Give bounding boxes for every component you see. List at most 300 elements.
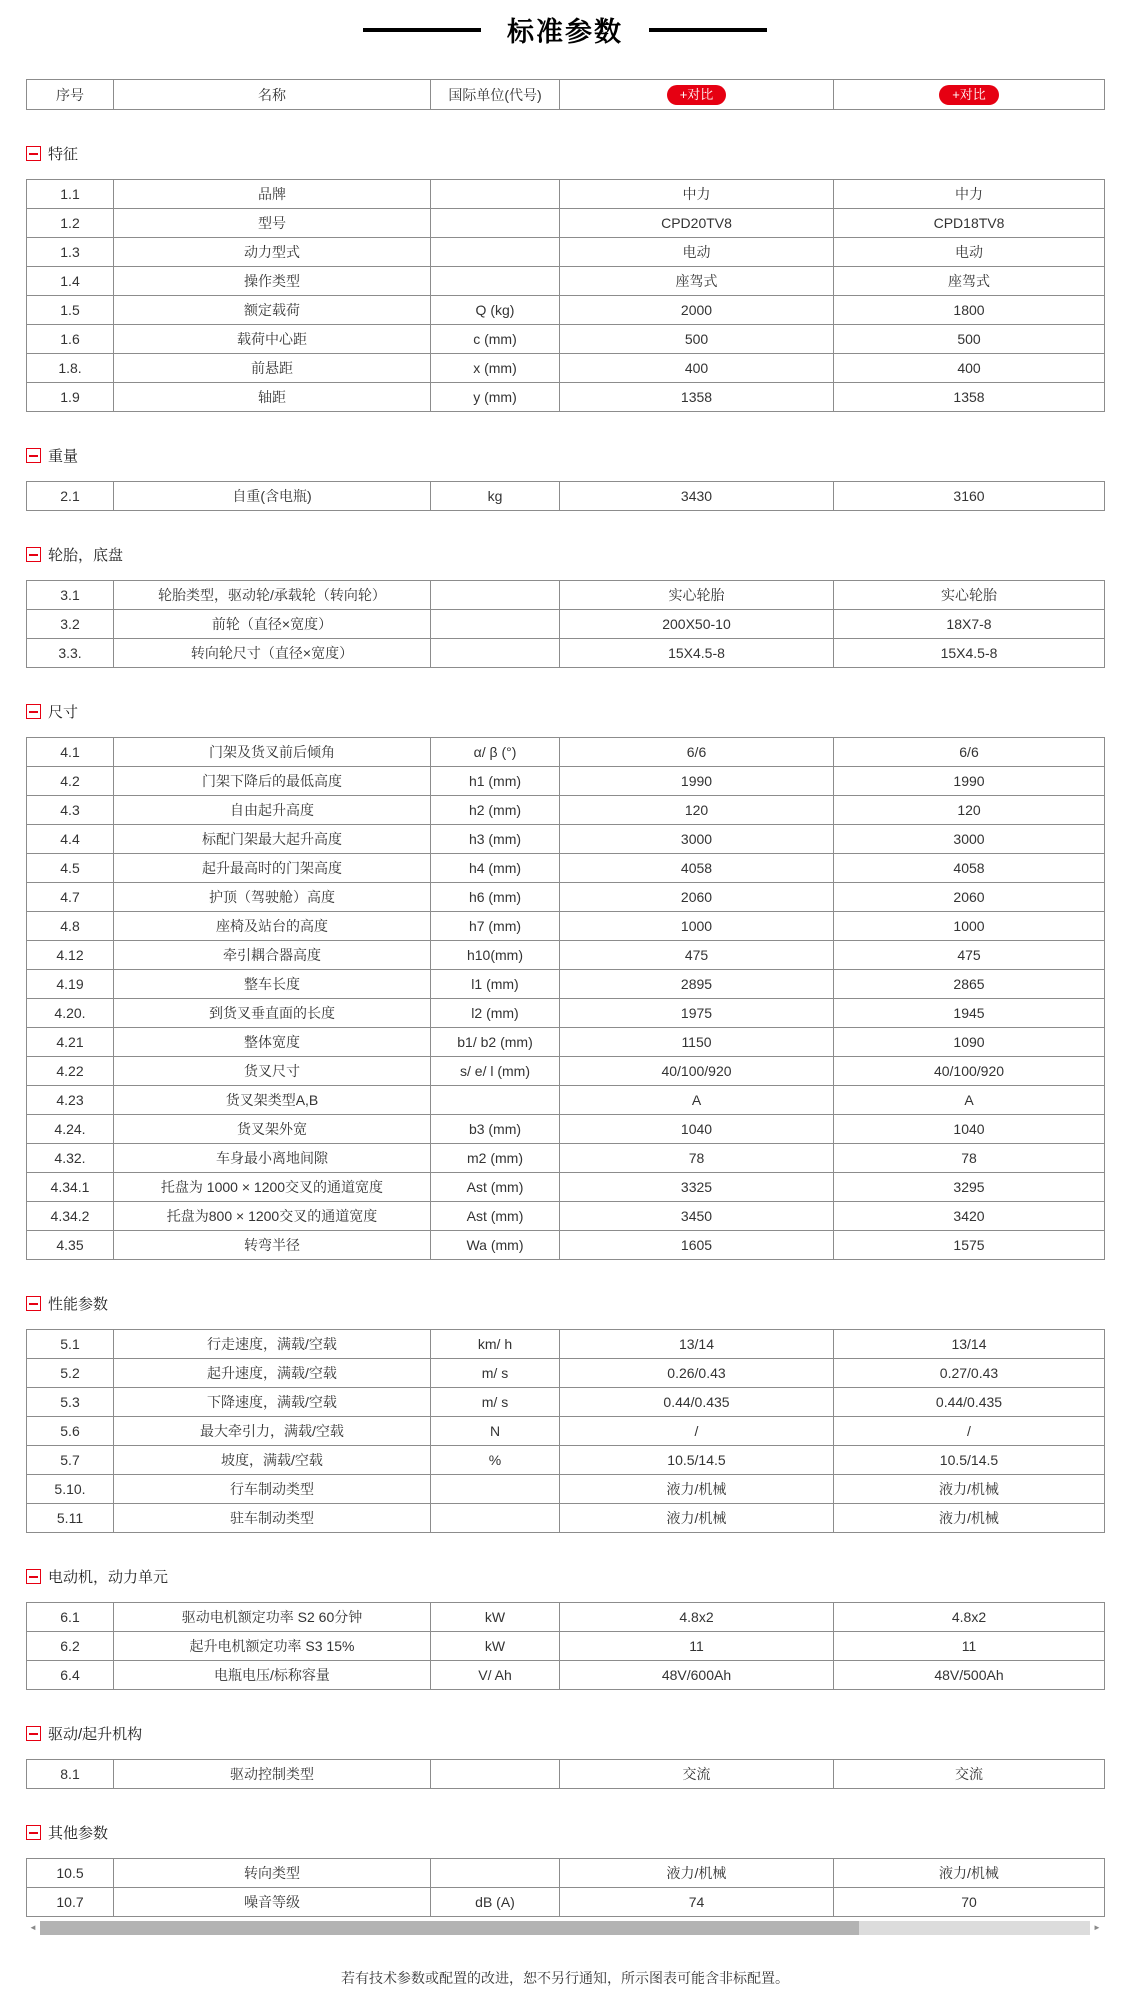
page-header	[0, 10, 1130, 49]
row-value-1: 2000	[560, 296, 834, 325]
row-no: 10.5	[27, 1859, 114, 1888]
section-head	[26, 445, 1130, 466]
section-table	[26, 1858, 1105, 1917]
row-no: 6.2	[27, 1632, 114, 1661]
row-name: 最大牵引力，满载/空载	[114, 1417, 431, 1446]
table-row	[27, 1475, 1105, 1504]
row-value-1: 15X4.5-8	[560, 639, 834, 668]
row-value-1: 13/14	[560, 1330, 834, 1359]
table-row	[27, 296, 1105, 325]
row-name: 起升最高时的门架高度	[114, 854, 431, 883]
row-value-1: 电动	[560, 238, 834, 267]
row-value-1: 3450	[560, 1202, 834, 1231]
row-name: 门架下降后的最低高度	[114, 767, 431, 796]
section-label: 性能参数	[48, 1296, 109, 1313]
table-row	[27, 1888, 1105, 1917]
table-row	[27, 1330, 1105, 1359]
row-value-1: 2895	[560, 970, 834, 999]
row-value-1: 2060	[560, 883, 834, 912]
table-row	[27, 970, 1105, 999]
row-value-2: 3295	[834, 1173, 1105, 1202]
scroll-right-icon[interactable]: ►	[1093, 1923, 1101, 1932]
row-unit: h7 (mm)	[431, 912, 560, 941]
row-value-2: 液力/机械	[834, 1859, 1105, 1888]
row-value-2: 中力	[834, 180, 1105, 209]
table-row	[27, 1388, 1105, 1417]
collapse-minus-icon[interactable]	[26, 1726, 41, 1741]
row-name: 载荷中心距	[114, 325, 431, 354]
table-row	[27, 1202, 1105, 1231]
collapse-minus-icon[interactable]	[26, 1825, 41, 1840]
row-value-1: 74	[560, 1888, 834, 1917]
section-label: 电动机，动力单元	[48, 1569, 169, 1586]
row-value-1: 1040	[560, 1115, 834, 1144]
row-value-2: 2060	[834, 883, 1105, 912]
section-label: 特征	[48, 146, 79, 163]
table-row	[27, 1359, 1105, 1388]
row-name: 座椅及站台的高度	[114, 912, 431, 941]
row-unit	[431, 1504, 560, 1533]
row-no: 6.1	[27, 1603, 114, 1632]
section-table	[26, 481, 1105, 511]
row-no: 6.4	[27, 1661, 114, 1690]
row-value-1: 3430	[560, 482, 834, 511]
section-head	[26, 1566, 1130, 1587]
row-value-2: 13/14	[834, 1330, 1105, 1359]
row-no: 4.12	[27, 941, 114, 970]
row-value-1: 1990	[560, 767, 834, 796]
row-unit: Ast (mm)	[431, 1202, 560, 1231]
row-value-2: 3000	[834, 825, 1105, 854]
row-unit: kW	[431, 1632, 560, 1661]
row-value-2: 2865	[834, 970, 1105, 999]
row-unit	[431, 180, 560, 209]
row-value-2: 10.5/14.5	[834, 1446, 1105, 1475]
row-name: 下降速度，满载/空载	[114, 1388, 431, 1417]
table-row	[27, 1057, 1105, 1086]
row-value-2: 4058	[834, 854, 1105, 883]
row-no: 4.21	[27, 1028, 114, 1057]
row-name: 行走速度，满载/空载	[114, 1330, 431, 1359]
row-unit: y (mm)	[431, 383, 560, 412]
row-name: 起升速度，满载/空载	[114, 1359, 431, 1388]
row-name: 前轮（直径×宽度）	[114, 610, 431, 639]
table-row	[27, 1632, 1105, 1661]
row-value-1: 120	[560, 796, 834, 825]
row-no: 4.8	[27, 912, 114, 941]
section-table	[26, 737, 1105, 1260]
header-compare-cell-1	[560, 80, 834, 110]
row-value-2: 1358	[834, 383, 1105, 412]
table-row	[27, 1661, 1105, 1690]
table-row	[27, 999, 1105, 1028]
row-unit: l1 (mm)	[431, 970, 560, 999]
row-unit: h4 (mm)	[431, 854, 560, 883]
row-unit	[431, 610, 560, 639]
row-no: 4.3	[27, 796, 114, 825]
row-no: 1.1	[27, 180, 114, 209]
table-row	[27, 738, 1105, 767]
section-head	[26, 1723, 1130, 1744]
row-no: 4.2	[27, 767, 114, 796]
row-name: 整体宽度	[114, 1028, 431, 1057]
row-value-1: 0.26/0.43	[560, 1359, 834, 1388]
section-head	[26, 544, 1130, 565]
row-no: 5.11	[27, 1504, 114, 1533]
row-value-2: 实心轮胎	[834, 581, 1105, 610]
table-row	[27, 1173, 1105, 1202]
row-value-1: 液力/机械	[560, 1504, 834, 1533]
row-name: 操作类型	[114, 267, 431, 296]
row-unit: %	[431, 1446, 560, 1475]
row-name: 坡度，满载/空载	[114, 1446, 431, 1475]
table-row	[27, 238, 1105, 267]
table-row	[27, 1504, 1105, 1533]
header-col-name: 名称	[114, 80, 431, 110]
section-head	[26, 701, 1130, 722]
table-row	[27, 912, 1105, 941]
row-name: 货叉架外宽	[114, 1115, 431, 1144]
row-value-2: 6/6	[834, 738, 1105, 767]
table-row	[27, 267, 1105, 296]
row-value-1: 200X50-10	[560, 610, 834, 639]
table-row	[27, 482, 1105, 511]
row-value-1: A	[560, 1086, 834, 1115]
row-value-2: 48V/500Ah	[834, 1661, 1105, 1690]
table-row	[27, 639, 1105, 668]
row-no: 3.2	[27, 610, 114, 639]
table-row	[27, 941, 1105, 970]
section-table	[26, 580, 1105, 668]
row-value-2: 1000	[834, 912, 1105, 941]
row-unit: c (mm)	[431, 325, 560, 354]
spec-section	[0, 1723, 1130, 1789]
row-unit: kg	[431, 482, 560, 511]
section-table	[26, 1602, 1105, 1690]
compare-button-1[interactable]: +对比	[667, 85, 727, 105]
row-value-1: 1975	[560, 999, 834, 1028]
row-unit: s/ e/ l (mm)	[431, 1057, 560, 1086]
row-value-2: 40/100/920	[834, 1057, 1105, 1086]
row-unit: m/ s	[431, 1388, 560, 1417]
header-row	[27, 80, 1105, 110]
spec-section	[0, 1566, 1130, 1690]
section-label: 重量	[48, 448, 79, 465]
row-name: 驱动电机额定功率 S2 60分钟	[114, 1603, 431, 1632]
row-no: 1.2	[27, 209, 114, 238]
row-value-2: 1945	[834, 999, 1105, 1028]
row-unit: kW	[431, 1603, 560, 1632]
scrollbar-thumb[interactable]	[40, 1921, 859, 1935]
row-value-2: 0.44/0.435	[834, 1388, 1105, 1417]
row-value-1: 3325	[560, 1173, 834, 1202]
table-row	[27, 1144, 1105, 1173]
row-no: 10.7	[27, 1888, 114, 1917]
table-row	[27, 767, 1105, 796]
row-no: 4.23	[27, 1086, 114, 1115]
table-row	[27, 825, 1105, 854]
table-row	[27, 1115, 1105, 1144]
collapse-minus-icon[interactable]	[26, 704, 41, 719]
row-value-1: 1358	[560, 383, 834, 412]
row-name: 托盘为800 × 1200交叉的通道宽度	[114, 1202, 431, 1231]
row-value-1: 4058	[560, 854, 834, 883]
row-name: 驻车制动类型	[114, 1504, 431, 1533]
table-row	[27, 610, 1105, 639]
row-value-1: 座驾式	[560, 267, 834, 296]
row-value-2: 1800	[834, 296, 1105, 325]
row-no: 5.1	[27, 1330, 114, 1359]
row-name: 轴距	[114, 383, 431, 412]
footer-note: 若有技术参数或配置的改进，恕不另行通知，所示图表可能含非标配置。	[341, 1970, 789, 1986]
row-value-1: 交流	[560, 1760, 834, 1789]
row-value-2: 78	[834, 1144, 1105, 1173]
row-no: 2.1	[27, 482, 114, 511]
table-row	[27, 854, 1105, 883]
row-value-2: 座驾式	[834, 267, 1105, 296]
collapse-minus-icon[interactable]	[26, 448, 41, 463]
row-no: 4.20.	[27, 999, 114, 1028]
row-name: 噪音等级	[114, 1888, 431, 1917]
table-row	[27, 883, 1105, 912]
section-label: 其他参数	[48, 1825, 109, 1842]
row-no: 1.3	[27, 238, 114, 267]
row-no: 4.19	[27, 970, 114, 999]
collapse-minus-icon[interactable]	[26, 547, 41, 562]
row-name: 品牌	[114, 180, 431, 209]
collapse-minus-icon[interactable]	[26, 1296, 41, 1311]
table-row	[27, 325, 1105, 354]
spec-section	[0, 1293, 1130, 1533]
row-value-2: 1990	[834, 767, 1105, 796]
row-name: 货叉尺寸	[114, 1057, 431, 1086]
row-unit: x (mm)	[431, 354, 560, 383]
row-no: 1.4	[27, 267, 114, 296]
collapse-minus-icon[interactable]	[26, 1569, 41, 1584]
row-unit	[431, 209, 560, 238]
row-value-1: 液力/机械	[560, 1859, 834, 1888]
row-value-2: A	[834, 1086, 1105, 1115]
row-value-2: 电动	[834, 238, 1105, 267]
collapse-minus-icon[interactable]	[26, 146, 41, 161]
row-name: 驱动控制类型	[114, 1760, 431, 1789]
row-no: 5.6	[27, 1417, 114, 1446]
row-no: 3.3.	[27, 639, 114, 668]
compare-button-2[interactable]: +对比	[939, 85, 999, 105]
row-value-2: CPD18TV8	[834, 209, 1105, 238]
spec-section	[0, 445, 1130, 511]
row-unit: Ast (mm)	[431, 1173, 560, 1202]
row-name: 车身最小离地间隙	[114, 1144, 431, 1173]
row-no: 4.34.1	[27, 1173, 114, 1202]
row-value-1: /	[560, 1417, 834, 1446]
row-no: 1.9	[27, 383, 114, 412]
row-value-1: 11	[560, 1632, 834, 1661]
row-unit	[431, 238, 560, 267]
row-name: 转弯半径	[114, 1231, 431, 1260]
row-no: 4.5	[27, 854, 114, 883]
row-value-2: 475	[834, 941, 1105, 970]
row-value-1: 48V/600Ah	[560, 1661, 834, 1690]
row-value-2: 120	[834, 796, 1105, 825]
row-value-1: 1150	[560, 1028, 834, 1057]
table-row	[27, 354, 1105, 383]
row-name: 转向轮尺寸（直径×宽度）	[114, 639, 431, 668]
row-name: 到货叉垂直面的长度	[114, 999, 431, 1028]
row-no: 5.2	[27, 1359, 114, 1388]
row-name: 标配门架最大起升高度	[114, 825, 431, 854]
table-row	[27, 180, 1105, 209]
row-value-2: 交流	[834, 1760, 1105, 1789]
row-unit	[431, 267, 560, 296]
row-value-2: /	[834, 1417, 1105, 1446]
row-no: 3.1	[27, 581, 114, 610]
row-value-1: 3000	[560, 825, 834, 854]
row-no: 1.5	[27, 296, 114, 325]
row-unit: b1/ b2 (mm)	[431, 1028, 560, 1057]
section-label: 尺寸	[48, 704, 79, 721]
row-value-2: 4.8x2	[834, 1603, 1105, 1632]
section-head	[26, 1822, 1130, 1843]
row-no: 4.32.	[27, 1144, 114, 1173]
row-unit: h10(mm)	[431, 941, 560, 970]
title-rule-left	[363, 28, 481, 32]
row-name: 自重(含电瓶)	[114, 482, 431, 511]
row-value-2: 15X4.5-8	[834, 639, 1105, 668]
section-table	[26, 1759, 1105, 1789]
row-value-1: 实心轮胎	[560, 581, 834, 610]
row-value-1: CPD20TV8	[560, 209, 834, 238]
spec-section	[0, 544, 1130, 668]
row-name: 护顶（驾驶舱）高度	[114, 883, 431, 912]
row-name: 牵引耦合器高度	[114, 941, 431, 970]
row-value-2: 3160	[834, 482, 1105, 511]
row-name: 货叉架类型A,B	[114, 1086, 431, 1115]
table-row	[27, 1086, 1105, 1115]
table-row	[27, 1859, 1105, 1888]
row-name: 前悬距	[114, 354, 431, 383]
row-name: 行车制动类型	[114, 1475, 431, 1504]
row-name: 自由起升高度	[114, 796, 431, 825]
row-unit: α/ β (°)	[431, 738, 560, 767]
row-unit: N	[431, 1417, 560, 1446]
row-name: 额定载荷	[114, 296, 431, 325]
row-no: 4.24.	[27, 1115, 114, 1144]
row-unit: m/ s	[431, 1359, 560, 1388]
row-unit	[431, 1086, 560, 1115]
row-name: 动力型式	[114, 238, 431, 267]
spec-section	[0, 143, 1130, 412]
row-name: 托盘为 1000 × 1200交叉的通道宽度	[114, 1173, 431, 1202]
spec-section	[0, 701, 1130, 1260]
row-value-1: 中力	[560, 180, 834, 209]
row-value-2: 液力/机械	[834, 1475, 1105, 1504]
row-unit: V/ Ah	[431, 1661, 560, 1690]
row-no: 5.3	[27, 1388, 114, 1417]
row-unit: dB (A)	[431, 1888, 560, 1917]
row-unit: h1 (mm)	[431, 767, 560, 796]
row-no: 5.7	[27, 1446, 114, 1475]
row-no: 4.35	[27, 1231, 114, 1260]
title-rule-right	[649, 28, 767, 32]
table-header	[26, 79, 1104, 110]
header-col-no: 序号	[27, 80, 114, 110]
row-no: 4.7	[27, 883, 114, 912]
table-row	[27, 1231, 1105, 1260]
row-unit: Q (kg)	[431, 296, 560, 325]
row-unit: m2 (mm)	[431, 1144, 560, 1173]
row-value-2: 0.27/0.43	[834, 1359, 1105, 1388]
row-unit	[431, 1859, 560, 1888]
row-no: 5.10.	[27, 1475, 114, 1504]
section-table	[26, 179, 1105, 412]
section-head	[26, 1293, 1130, 1314]
row-value-2: 500	[834, 325, 1105, 354]
row-unit: h2 (mm)	[431, 796, 560, 825]
spec-section	[0, 1822, 1130, 1917]
row-unit	[431, 1760, 560, 1789]
row-value-1: 6/6	[560, 738, 834, 767]
row-value-2: 70	[834, 1888, 1105, 1917]
row-value-1: 0.44/0.435	[560, 1388, 834, 1417]
section-label: 驱动/起升机构	[48, 1726, 143, 1743]
row-no: 4.1	[27, 738, 114, 767]
row-value-1: 475	[560, 941, 834, 970]
row-no: 4.34.2	[27, 1202, 114, 1231]
header-compare-cell-2	[834, 80, 1105, 110]
row-value-1: 400	[560, 354, 834, 383]
row-name: 型号	[114, 209, 431, 238]
row-unit: km/ h	[431, 1330, 560, 1359]
row-unit	[431, 639, 560, 668]
section-head	[26, 143, 1130, 164]
row-value-1: 500	[560, 325, 834, 354]
row-value-2: 液力/机械	[834, 1504, 1105, 1533]
section-label: 轮胎，底盘	[48, 547, 124, 564]
row-unit: l2 (mm)	[431, 999, 560, 1028]
row-unit: b3 (mm)	[431, 1115, 560, 1144]
row-name: 电瓶电压/标称容量	[114, 1661, 431, 1690]
row-value-1: 78	[560, 1144, 834, 1173]
row-no: 8.1	[27, 1760, 114, 1789]
table-row	[27, 796, 1105, 825]
row-no: 1.8.	[27, 354, 114, 383]
horizontal-scrollbar[interactable]	[26, 1919, 1104, 1936]
row-unit: h6 (mm)	[431, 883, 560, 912]
table-row	[27, 581, 1105, 610]
row-name: 轮胎类型，驱动轮/承载轮（转向轮）	[114, 581, 431, 610]
row-value-1: 10.5/14.5	[560, 1446, 834, 1475]
row-name: 门架及货叉前后倾角	[114, 738, 431, 767]
table-row	[27, 1603, 1105, 1632]
row-value-1: 1000	[560, 912, 834, 941]
table-row	[27, 1417, 1105, 1446]
table-row	[27, 383, 1105, 412]
table-row	[27, 1028, 1105, 1057]
row-value-1: 40/100/920	[560, 1057, 834, 1086]
row-unit: Wa (mm)	[431, 1231, 560, 1260]
row-value-2: 400	[834, 354, 1105, 383]
scroll-left-icon[interactable]: ◄	[29, 1923, 37, 1932]
row-unit: h3 (mm)	[431, 825, 560, 854]
row-name: 整车长度	[114, 970, 431, 999]
row-no: 4.4	[27, 825, 114, 854]
page-title: 标准参数	[507, 17, 623, 47]
row-unit	[431, 581, 560, 610]
scrollbar-track[interactable]	[40, 1921, 1090, 1935]
table-row	[27, 1446, 1105, 1475]
row-value-2: 3420	[834, 1202, 1105, 1231]
